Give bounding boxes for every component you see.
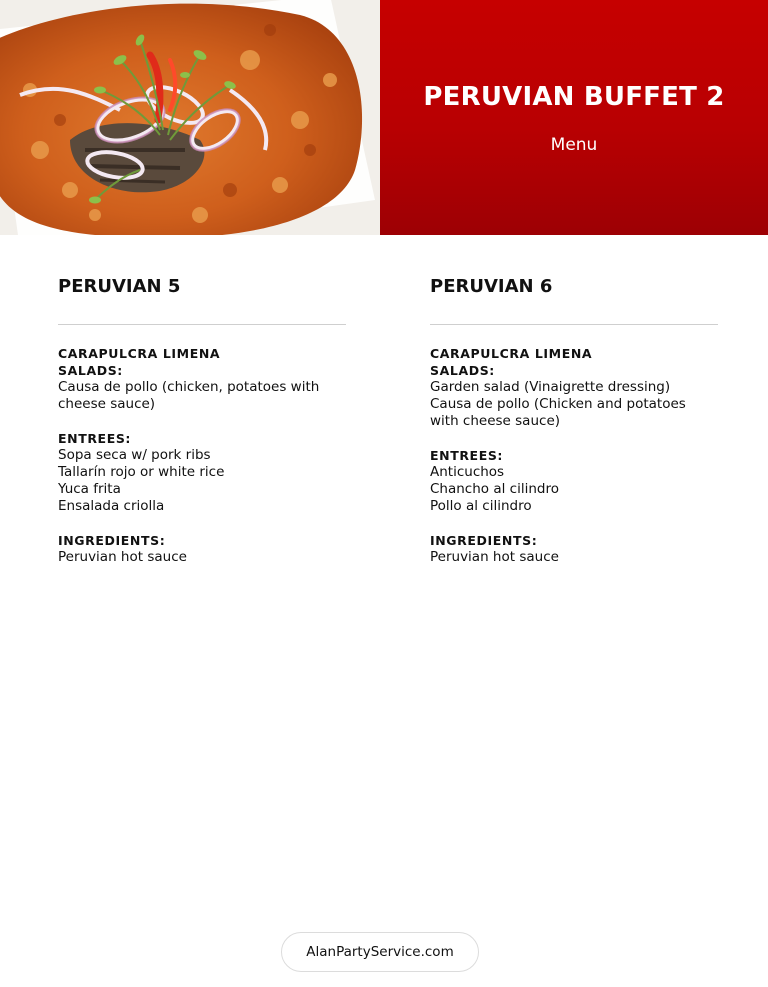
page-subtitle: Menu [550, 135, 598, 155]
divider [430, 324, 718, 325]
hero-banner [0, 0, 768, 235]
menu-title: PERUVIAN 5 [58, 276, 181, 297]
dish-name: CARAPULCRA LIMENA [430, 346, 593, 361]
list-item: Pollo al cilindro [430, 498, 532, 514]
list-item: Causa de pollo (Chicken and potatoes with cheese sauce) [430, 396, 686, 429]
entrees-section [58, 430, 346, 515]
ingredients-section [58, 532, 346, 566]
menu-column-peruvian-5 [58, 277, 346, 583]
dish-photo [0, 0, 380, 235]
page-title: PERUVIAN BUFFET 2 [423, 82, 725, 112]
salads-section [430, 345, 718, 430]
entrees-section [430, 447, 718, 515]
menu-body [58, 345, 346, 566]
list-item: Chancho al cilindro [430, 481, 559, 497]
ingredients-label: INGREDIENTS: [430, 533, 538, 548]
entrees-label: ENTREES: [430, 448, 504, 463]
dish-illustration [0, 0, 380, 235]
salads-label: SALADS: [430, 363, 495, 378]
list-item: Peruvian hot sauce [58, 549, 187, 565]
menu-body [430, 345, 718, 566]
salads-label: SALADS: [58, 363, 123, 378]
salads-section [58, 345, 346, 413]
divider [58, 324, 346, 325]
menu-title: PERUVIAN 6 [430, 276, 553, 297]
list-item: Anticuchos [430, 464, 505, 480]
dish-name: CARAPULCRA LIMENA [58, 346, 221, 361]
title-panel [380, 0, 768, 235]
list-item: Causa de pollo (chicken, potatoes with cheese sauce) [58, 379, 320, 412]
list-item: Ensalada criolla [58, 498, 165, 514]
list-item: Sopa seca w/ pork ribs [58, 447, 211, 463]
ingredients-label: INGREDIENTS: [58, 533, 166, 548]
list-item: Tallarín rojo or white rice [58, 464, 225, 480]
menu-column-peruvian-6 [430, 277, 718, 583]
entrees-label: ENTREES: [58, 431, 132, 446]
list-item: Yuca frita [58, 481, 121, 497]
website-link[interactable]: AlanPartyService.com [281, 932, 479, 972]
list-item: Peruvian hot sauce [430, 549, 559, 565]
ingredients-section [430, 532, 718, 566]
list-item: Garden salad (Vinaigrette dressing) [430, 379, 671, 395]
